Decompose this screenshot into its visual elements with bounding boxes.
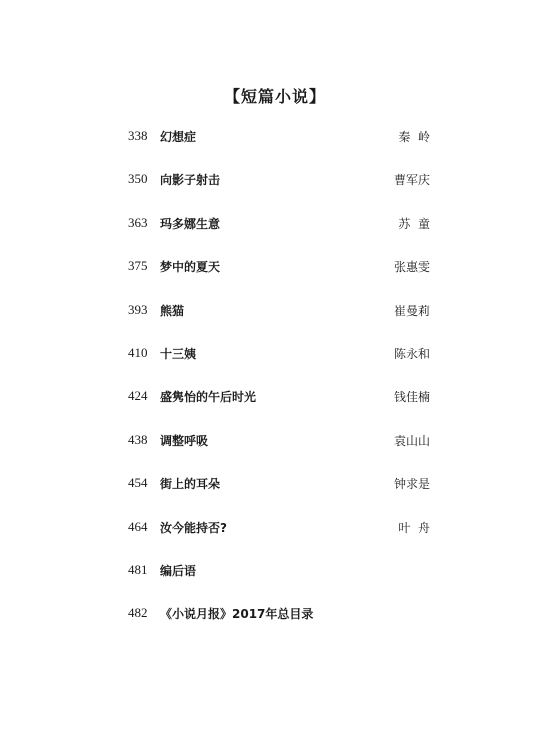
toc-entry xyxy=(0,126,550,169)
toc-page-number: 350 xyxy=(128,171,148,187)
toc-title: 幻想症 xyxy=(160,130,197,144)
toc-entry xyxy=(0,169,550,212)
toc-title: 《小说月报》2017年总目录 xyxy=(160,607,314,622)
toc-author: 苏 童 xyxy=(398,216,430,231)
toc-author: 叶 舟 xyxy=(398,520,430,535)
toc-list xyxy=(0,126,550,647)
toc-title: 调整呼吸 xyxy=(160,433,209,448)
toc-entry xyxy=(0,560,550,603)
toc-entry xyxy=(0,300,550,343)
toc-entry xyxy=(0,603,550,646)
toc-page-number: 424 xyxy=(128,388,148,404)
toc-entry xyxy=(0,386,550,429)
toc-title: 汝今能持否? xyxy=(160,520,227,535)
toc-title: 街上的耳朵 xyxy=(160,477,221,492)
toc-author: 张惠雯 xyxy=(393,260,430,275)
toc-entry xyxy=(0,343,550,386)
toc-title: 向影子射击 xyxy=(160,173,221,188)
toc-page-number: 363 xyxy=(128,214,148,230)
toc-author: 钱佳楠 xyxy=(393,390,430,405)
section-title: 【短篇小说】 xyxy=(223,87,326,106)
toc-page-number: 338 xyxy=(128,128,148,143)
toc-author: 秦 岭 xyxy=(398,130,430,144)
toc-page-number: 393 xyxy=(128,301,148,317)
toc-author: 袁山山 xyxy=(393,433,430,448)
toc-entry xyxy=(0,256,550,299)
toc-entry xyxy=(0,473,550,516)
toc-page-number: 454 xyxy=(128,475,148,491)
toc-page-number: 410 xyxy=(128,344,148,360)
toc-title: 十三姨 xyxy=(160,346,197,361)
toc-author: 陈永和 xyxy=(393,346,430,361)
toc-entry xyxy=(0,430,550,473)
toc-page-number: 482 xyxy=(128,605,148,621)
toc-entry xyxy=(0,213,550,256)
toc-title: 玛多娜生意 xyxy=(160,216,221,231)
toc-title: 编后语 xyxy=(160,563,197,578)
toc-page-number: 481 xyxy=(128,561,148,577)
toc-author: 曹军庆 xyxy=(393,173,430,188)
toc-page-number: 438 xyxy=(128,431,148,447)
toc-author: 崔曼莉 xyxy=(393,303,430,318)
toc-entry xyxy=(0,517,550,560)
toc-author: 钟求是 xyxy=(393,477,430,492)
toc-page-number: 375 xyxy=(128,258,148,274)
toc-title: 盛隽怡的午后时光 xyxy=(160,390,257,405)
toc-page-number: 464 xyxy=(128,518,148,534)
toc-title: 熊猫 xyxy=(160,303,185,318)
toc-title: 梦中的夏天 xyxy=(160,260,221,275)
